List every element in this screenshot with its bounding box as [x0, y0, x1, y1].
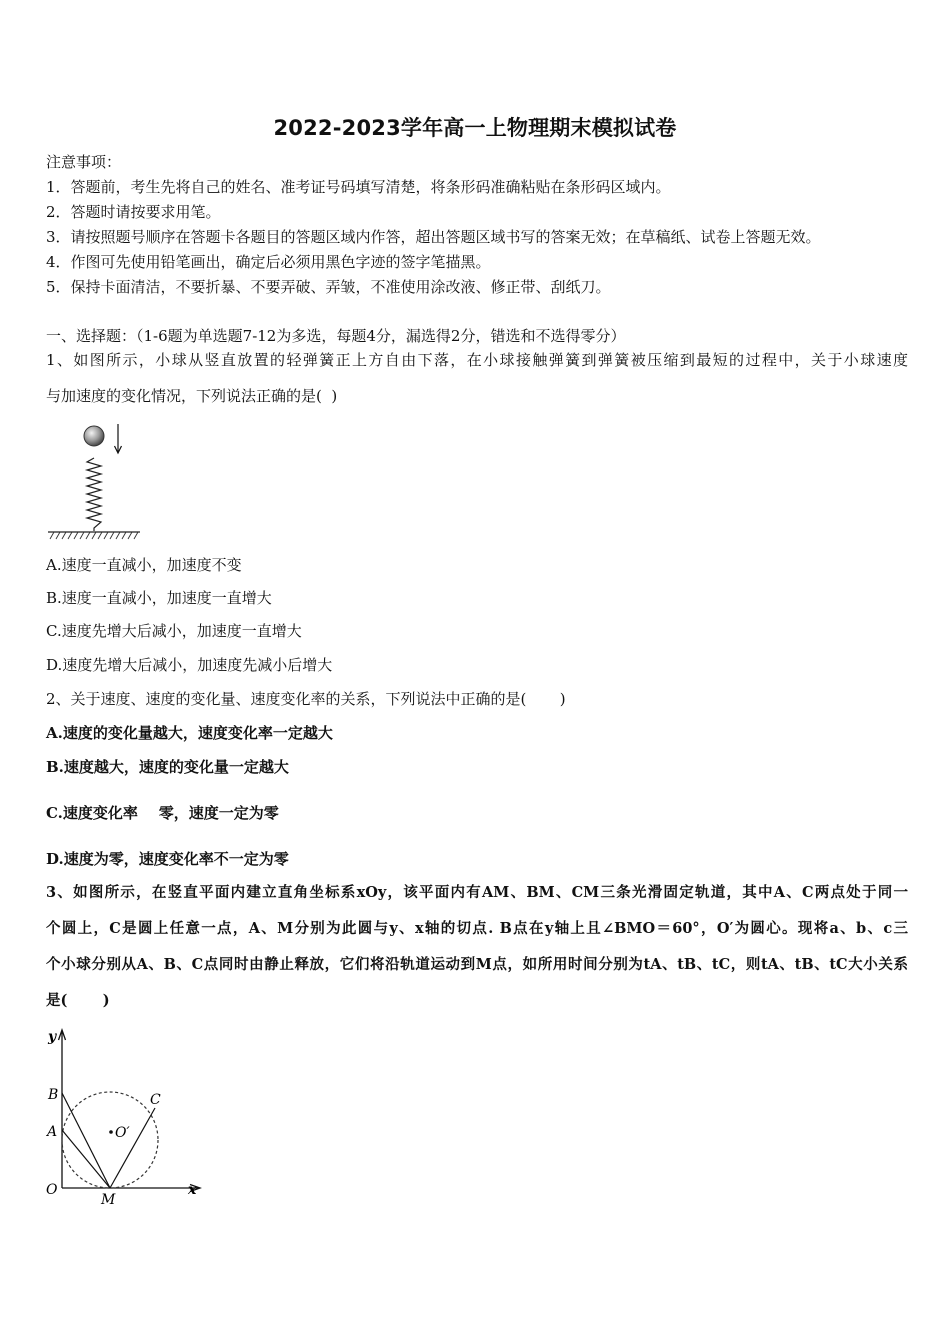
ground-hatch — [50, 532, 138, 539]
notice-heading: 注意事项： — [46, 153, 122, 171]
spring-ball-figure — [40, 418, 150, 548]
question-3-stem — [46, 875, 908, 1019]
y-axis — [59, 1030, 66, 1188]
stem-line: 个圆上，C是圆上任意一点，A、M分别为此圆与y、x轴的切点. B点在y轴上且∠BMO＝60°，O′为圆心。现将a、b、c三 — [46, 920, 908, 937]
option-b: B.速度一直减小，加速度一直增大 — [46, 589, 272, 607]
option-c: C.速度变化率 零，速度一定为零 — [46, 804, 279, 822]
x-axis — [62, 1185, 200, 1192]
notice-item: 5．保持卡面清洁，不要折暴、不要弄破、弄皱，不准使用涂改液、修正带、刮纸刀。 — [46, 278, 611, 296]
option-d: D.速度先增大后减小，加速度先减小后增大 — [46, 656, 333, 674]
stem-line: 与加速度的变化情况，下列说法正确的是( ) — [46, 387, 338, 405]
section-heading: 一、选择题：（1-6题为单选题7-12为多选，每题4分，漏选得2分，错选和不选得零分） — [46, 327, 626, 345]
track-am — [62, 1130, 110, 1188]
stem-line: 是( ) — [46, 992, 110, 1009]
option-d: D.速度为零，速度变化率不一定为零 — [46, 850, 289, 868]
option-c: C.速度先增大后减小，加速度一直增大 — [46, 622, 302, 640]
question-1-stem — [46, 342, 908, 414]
ball — [84, 426, 104, 446]
spring — [87, 458, 101, 531]
a-label: A — [47, 1124, 58, 1140]
center-dot — [109, 1130, 113, 1134]
option-a: A.速度一直减小，加速度不变 — [46, 556, 242, 574]
stem-line: 3、如图所示，在竖直平面内建立直角坐标系xOy，该平面内有AM、BM、CM三条光滑固定轨道，其中A、C两点处于同一 — [46, 884, 908, 901]
option-b: B.速度越大，速度的变化量一定越大 — [46, 758, 289, 776]
track-cm — [110, 1108, 155, 1188]
origin-label: O — [46, 1182, 58, 1198]
circle — [62, 1092, 158, 1188]
m-label: M — [101, 1192, 116, 1207]
c-label: C — [150, 1092, 161, 1108]
coordinate-circle-figure — [40, 1022, 210, 1207]
notice-item: 4．作图可先使用铅笔画出，确定后必须用黑色字迹的签字笔描黑。 — [46, 253, 491, 271]
question-2-stem: 2、关于速度、速度的变化量、速度变化率的关系，下列说法中正确的是( ) — [46, 690, 566, 708]
b-label: B — [48, 1087, 59, 1103]
notice-item: 3．请按照题号顺序在答题卡各题目的答题区域内作答，超出答题区域书写的答案无效；在草稿纸、试卷上答题无效。 — [46, 228, 821, 246]
stem-line: 1、如图所示，小球从竖直放置的轻弹簧正上方自由下落，在小球接触弹簧到弹簧被压缩到最短的过程中，关于小球速度 — [46, 351, 908, 369]
option-a: A.速度的变化量越大，速度变化率一定越大 — [46, 724, 333, 742]
stem-line: 个小球分别从A、B、C点同时由静止释放，它们将沿轨道运动到M点，如所用时间分别为tA、tB、tC，则tA、tB、tC大小关系 — [46, 956, 908, 973]
notice-item: 2．答题时请按要求用笔。 — [46, 203, 221, 221]
track-bm — [62, 1093, 110, 1188]
page-title: 2022-2023学年高一上物理期末模拟试卷 — [273, 116, 677, 140]
down-arrow-icon — [115, 424, 122, 453]
center-label: O′ — [115, 1125, 130, 1141]
notice-item: 1．答题前，考生先将自己的姓名、准考证号码填写清楚，将条形码准确粘贴在条形码区域内。 — [46, 178, 671, 196]
x-label: x — [188, 1182, 197, 1198]
y-label: y — [48, 1029, 57, 1045]
